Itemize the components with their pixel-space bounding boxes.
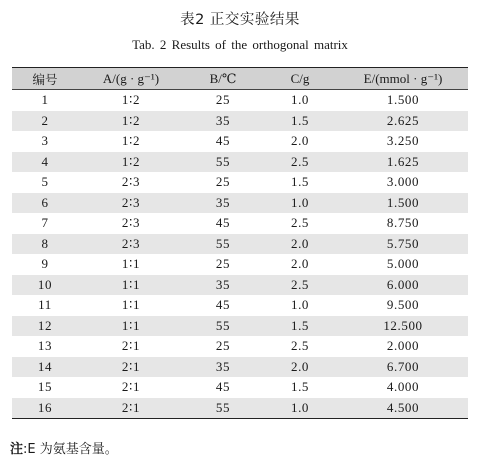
cell-factor-c: 1.0 <box>290 92 310 108</box>
cell-factor-a: 2∶1 <box>121 379 141 395</box>
cell-factor-c: 1.0 <box>290 297 310 313</box>
table-row <box>12 90 468 111</box>
cell-factor-c: 2.0 <box>262 357 338 378</box>
cell-factor-b: 55 <box>184 316 262 337</box>
cell-result-e: 4.000 <box>386 379 420 395</box>
footnote-label: 注 <box>10 442 24 457</box>
cell-result-e: 8.750 <box>386 215 420 231</box>
cell-factor-a: 2∶3 <box>121 174 141 190</box>
cell-factor-c: 1.0 <box>262 398 338 419</box>
table-body <box>12 90 468 419</box>
table-row <box>12 172 468 193</box>
header-factor-c: C/g <box>262 68 338 90</box>
orthogonal-results-table <box>12 67 468 419</box>
cell-factor-b: 25 <box>215 174 231 190</box>
cell-result-e: 12.500 <box>338 316 468 337</box>
header-number: 编号 <box>12 68 78 90</box>
cell-factor-c: 2.5 <box>290 338 310 354</box>
cell-factor-a: 1∶2 <box>121 133 141 149</box>
cell-factor-a: 1∶2 <box>78 111 184 132</box>
cell-result-e: 3.250 <box>386 133 420 149</box>
cell-factor-a: 2∶3 <box>121 215 141 231</box>
cell-factor-c: 1.5 <box>262 316 338 337</box>
cell-result-e: 1.500 <box>338 193 468 214</box>
table-row <box>12 152 468 173</box>
cell-factor-a: 1∶1 <box>121 256 141 272</box>
cell-factor-c: 1.5 <box>290 379 310 395</box>
cell-number: 11 <box>38 297 52 313</box>
cell-number: 1 <box>41 92 49 108</box>
cell-result-e: 9.500 <box>386 297 420 313</box>
cell-factor-c: 1.5 <box>290 174 310 190</box>
cell-result-e: 1.625 <box>338 152 468 173</box>
table-header-row <box>12 68 468 90</box>
table-row <box>12 398 468 419</box>
table-footnote <box>10 438 118 457</box>
cell-factor-a: 1∶1 <box>78 275 184 296</box>
cell-result-e: 1.500 <box>386 92 420 108</box>
cell-number: 7 <box>41 215 49 231</box>
cell-factor-c: 2.5 <box>290 215 310 231</box>
cell-factor-b: 55 <box>184 234 262 255</box>
cell-number: 13 <box>37 338 53 354</box>
cell-factor-a: 1∶2 <box>78 152 184 173</box>
cell-number: 2 <box>12 111 78 132</box>
cell-result-e: 5.000 <box>386 256 420 272</box>
table-row <box>12 213 468 234</box>
cell-result-e: 2.625 <box>338 111 468 132</box>
cell-number: 8 <box>12 234 78 255</box>
table-row <box>12 275 468 296</box>
table-row <box>12 234 468 255</box>
cell-factor-c: 2.5 <box>262 152 338 173</box>
cell-factor-a: 2∶1 <box>78 398 184 419</box>
cell-number: 6 <box>12 193 78 214</box>
table-row <box>12 357 468 378</box>
cell-factor-b: 35 <box>184 275 262 296</box>
cell-factor-b: 35 <box>184 357 262 378</box>
cell-factor-c: 1.5 <box>262 111 338 132</box>
cell-factor-b: 25 <box>215 256 231 272</box>
cell-factor-b: 55 <box>184 152 262 173</box>
table-title-english: Tab. 2 Results of the orthogonal matrix <box>132 37 348 52</box>
cell-factor-c: 1.0 <box>262 193 338 214</box>
header-result-e: E/(mmol · g⁻¹) <box>338 68 468 90</box>
table-row <box>12 193 468 214</box>
table-row <box>12 131 468 152</box>
cell-factor-b: 35 <box>184 193 262 214</box>
cell-number: 5 <box>41 174 49 190</box>
cell-factor-a: 2∶1 <box>78 357 184 378</box>
table-title-chinese: 表2 正交实验结果 <box>180 12 300 28</box>
cell-number: 10 <box>12 275 78 296</box>
cell-number: 15 <box>37 379 53 395</box>
cell-factor-b: 45 <box>215 379 231 395</box>
cell-result-e: 6.000 <box>338 275 468 296</box>
cell-factor-a: 1∶1 <box>121 297 141 313</box>
cell-number: 16 <box>12 398 78 419</box>
cell-factor-b: 45 <box>215 297 231 313</box>
cell-number: 14 <box>12 357 78 378</box>
cell-factor-a: 2∶3 <box>78 193 184 214</box>
cell-factor-a: 1∶1 <box>78 316 184 337</box>
table-row <box>12 111 468 132</box>
table-row <box>12 295 468 316</box>
cell-factor-b: 25 <box>215 92 231 108</box>
cell-factor-b: 25 <box>215 338 231 354</box>
footnote-text: :E 为氨基含量。 <box>23 442 118 457</box>
cell-number: 4 <box>12 152 78 173</box>
cell-factor-c: 2.0 <box>290 256 310 272</box>
table-row <box>12 377 468 398</box>
cell-number: 3 <box>41 133 49 149</box>
cell-result-e: 3.000 <box>386 174 420 190</box>
cell-factor-a: 2∶1 <box>121 338 141 354</box>
cell-factor-a: 2∶3 <box>78 234 184 255</box>
cell-result-e: 5.750 <box>338 234 468 255</box>
cell-factor-b: 35 <box>184 111 262 132</box>
cell-factor-b: 45 <box>215 133 231 149</box>
cell-result-e: 2.000 <box>386 338 420 354</box>
cell-number: 12 <box>12 316 78 337</box>
table-row <box>12 254 468 275</box>
cell-factor-b: 55 <box>184 398 262 419</box>
cell-factor-a: 1∶2 <box>121 92 141 108</box>
cell-factor-c: 2.0 <box>262 234 338 255</box>
cell-factor-c: 2.5 <box>262 275 338 296</box>
cell-factor-c: 2.0 <box>290 133 310 149</box>
cell-number: 9 <box>41 256 49 272</box>
cell-result-e: 4.500 <box>338 398 468 419</box>
table-row <box>12 336 468 357</box>
header-factor-b: B/℃ <box>184 68 262 90</box>
cell-factor-b: 45 <box>215 215 231 231</box>
header-factor-a: A/(g · g⁻¹) <box>78 68 184 90</box>
table-row <box>12 316 468 337</box>
cell-result-e: 6.700 <box>338 357 468 378</box>
